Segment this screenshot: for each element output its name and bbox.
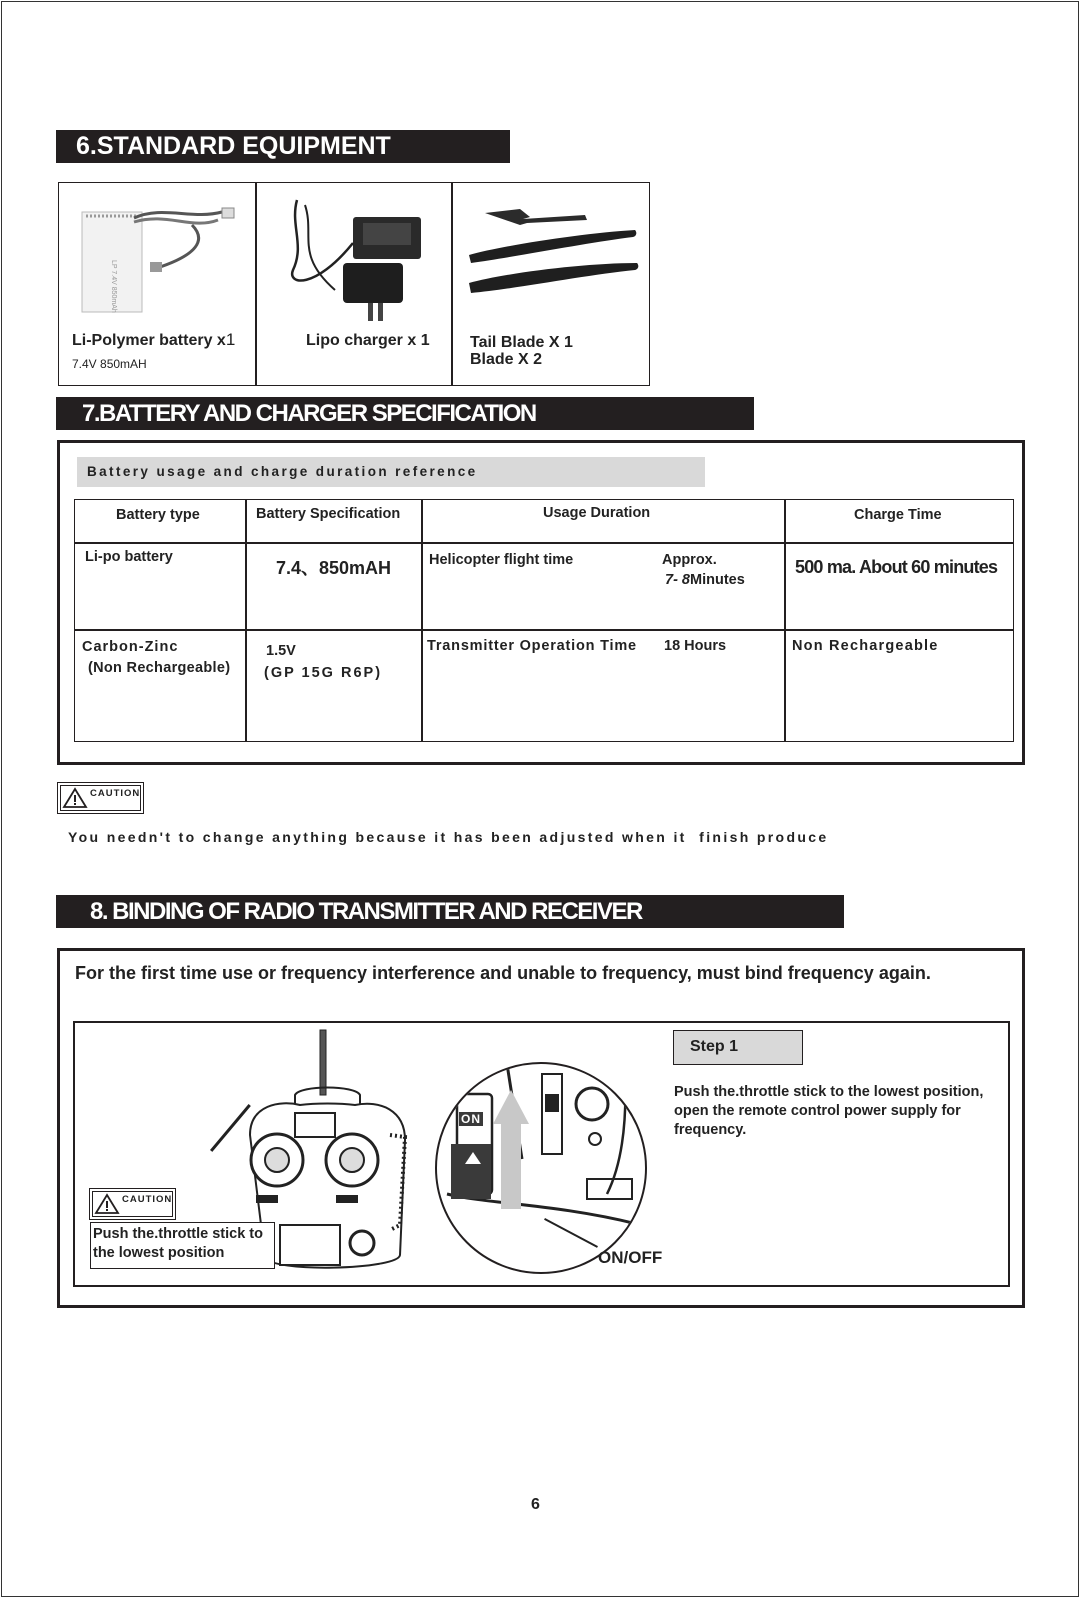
row1-duration	[665, 572, 745, 588]
row2-spec-line1: 1.5V	[266, 643, 296, 659]
page-number: 6	[531, 1496, 540, 1513]
illustration-caution-badge	[89, 1188, 176, 1220]
svg-text:LP 7.4V 850mAh: LP 7.4V 850mAh	[110, 260, 117, 313]
table-col-divider	[245, 499, 247, 742]
row2-type-line2: (Non Rechargeable)	[88, 660, 231, 676]
section-8-title: 8. BINDING OF RADIO TRANSMITTER AND RECEIVER	[90, 898, 642, 925]
row2-charge: Non Rechargeable	[792, 638, 939, 654]
row2-hours: 18 Hours	[664, 638, 727, 654]
table-col-divider	[784, 499, 786, 742]
row1-charge: 500 ma. About 60 minutes	[795, 557, 998, 577]
step-1-line: open the remote control power supply for	[674, 1103, 961, 1119]
equipment-divider	[255, 182, 257, 386]
warning-icon	[94, 1193, 120, 1215]
section-6-title: 6.STANDARD EQUIPMENT	[76, 132, 391, 160]
table-row-divider	[74, 629, 1014, 631]
battery-label	[72, 330, 235, 350]
caution-text: You needn't to change anything because it has been adjusted when it finish produce	[68, 829, 829, 845]
illustration-caution-text	[90, 1222, 275, 1269]
caution-badge	[57, 782, 144, 814]
header-battery-spec: Battery Specification	[256, 506, 401, 522]
header-charge-time: Charge Time	[854, 507, 942, 523]
charger-image	[285, 195, 435, 325]
battery-label-text: Li-Polymer battery x	[72, 332, 226, 349]
spec-subtitle	[77, 457, 705, 487]
binding-intro: For the first time use or frequency interference and unable to frequency, must bind frequency again.	[75, 963, 931, 983]
row2-spec	[266, 640, 382, 684]
row1-approx: Approx.	[662, 552, 717, 568]
step-1-line: frequency.	[674, 1122, 747, 1138]
step-1-label: Step 1	[690, 1038, 739, 1055]
header-usage-duration: Usage Duration	[543, 505, 651, 521]
warning-icon	[62, 787, 88, 809]
battery-image	[72, 200, 252, 320]
section-7-header	[56, 397, 754, 430]
row2-spec-line2: (GP 15G R6P)	[264, 665, 383, 681]
tail-blade-label: Tail Blade X 1	[470, 334, 573, 351]
spec-table	[74, 499, 1014, 742]
row1-duration-unit: Minutes	[690, 572, 745, 588]
equipment-divider	[451, 182, 453, 386]
row2-type-line1: Carbon-Zinc	[82, 639, 179, 655]
step-1-badge	[673, 1030, 803, 1065]
illustration-caution-line: Push the.throttle stick to	[93, 1226, 263, 1242]
row2-usage: Transmitter Operation Time	[427, 638, 637, 654]
row1-usage: Helicopter flight time	[429, 552, 574, 568]
table-col-divider	[421, 499, 423, 742]
illustration-caution-line: the lowest position	[93, 1245, 225, 1261]
switch-on-label: ON	[461, 1112, 481, 1126]
main-blade-label: Blade X 2	[470, 351, 543, 368]
header-battery-type: Battery type	[116, 507, 200, 523]
charger-label: Lipo charger x 1	[306, 332, 430, 349]
blades-label	[470, 334, 573, 368]
caution-badge-label: CAUTION	[90, 788, 141, 799]
step-1-line: Push the.throttle stick to the lowest position,	[674, 1084, 984, 1100]
row1-type: Li-po battery	[85, 549, 173, 565]
switch-zoom-circle	[435, 1062, 647, 1274]
section-6-header	[56, 130, 510, 163]
step-1-text	[674, 1083, 983, 1140]
spec-subtitle-text: Battery usage and charge duration reference	[87, 464, 478, 479]
row1-spec: 7.4、850mAH	[276, 558, 392, 578]
battery-label-qty: 1	[225, 330, 236, 349]
blades-image	[465, 205, 645, 300]
section-7-title: 7.BATTERY AND CHARGER SPECIFICATION	[82, 400, 536, 427]
illustration-caution-label: CAUTION	[122, 1194, 173, 1205]
battery-sub-label: 7.4V 850mAH	[72, 357, 147, 371]
row1-duration-number: 7- 8	[665, 572, 690, 588]
row2-type	[82, 637, 230, 679]
onoff-label: ON/OFF	[598, 1248, 663, 1267]
section-8-header	[56, 895, 844, 928]
table-row-divider	[74, 542, 1014, 544]
